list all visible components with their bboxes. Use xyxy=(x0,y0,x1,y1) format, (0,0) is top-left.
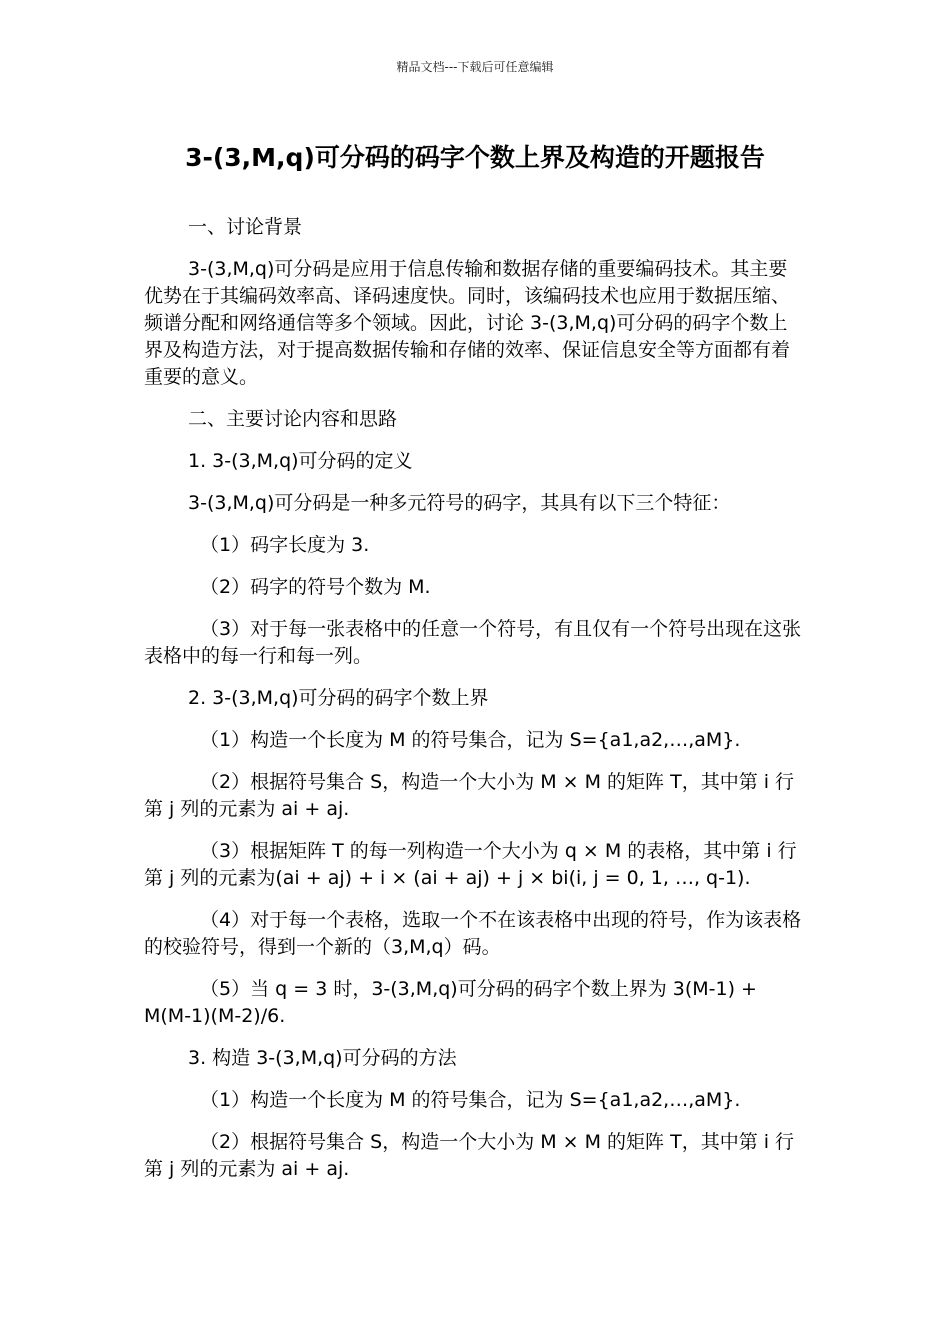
list-item: （3）对于每一张表格中的任意一个符号，有且仅有一个符号出现在这张表格中的每一行和每一列。 xyxy=(144,618,802,667)
list-item: （1）构造一个长度为 M 的符号集合，记为 S={a1,a2,…,aM}. xyxy=(200,1089,741,1111)
page-header: 精品文档---下载后可任意编辑 xyxy=(396,60,554,74)
document-title: 3-(3,M,q)可分码的码字个数上界及构造的开题报告 xyxy=(185,143,765,172)
list-item: （2）根据符号集合 S，构造一个大小为 M × M 的矩阵 T，其中第 i 行第 j 列的元素为 ai + aj. xyxy=(144,771,795,820)
list-item: （1）构造一个长度为 M 的符号集合，记为 S={a1,a2,…,aM}. xyxy=(200,729,741,751)
list-item: （4）对于每一个表格，选取一个不在该表格中出现的符号，作为该表格的校验符号，得到一个新的（3,M,q）码。 xyxy=(144,909,802,958)
list-item: （2）根据符号集合 S，构造一个大小为 M × M 的矩阵 T，其中第 i 行第 j 列的元素为 ai + aj. xyxy=(144,1131,795,1180)
paragraph-definition: 3-(3,M,q)可分码是一种多元符号的码字，其具有以下三个特征： xyxy=(188,492,731,514)
list-item: （2）码字的符号个数为 M. xyxy=(200,576,431,598)
paragraph-background: 3-(3,M,q)可分码是应用于信息传输和数据存储的重要编码技术。其主要优势在于其编码效率高、译码速度快。同时，该编码技术也应用于数据压缩、频谱分配和网络通信等多个领域。因此，讨论 3-(3,M,q)可分码的码字个数上界及构造方法，对于提高数据传输和存储的效率、保证信息安全等方面都有着重要的意义。 xyxy=(144,258,791,388)
section-heading-content: 二、主要讨论内容和思路 xyxy=(188,408,398,430)
document-body xyxy=(144,214,806,1198)
list-item: （3）根据矩阵 T 的每一列构造一个大小为 q × M 的表格，其中第 i 行第 j 列的元素为(ai + aj) + i × (ai + aj) + j × bi(i, j = 0, 1, …, q-1). xyxy=(144,840,797,889)
list-item: （1）码字长度为 3. xyxy=(200,534,370,556)
subheading-construction: 3. 构造 3-(3,M,q)可分码的方法 xyxy=(188,1047,457,1069)
subheading-definition: 1. 3-(3,M,q)可分码的定义 xyxy=(188,450,413,472)
list-item: （5）当 q = 3 时，3-(3,M,q)可分码的码字个数上界为 3(M-1) + M(M-1)(M-2)/6. xyxy=(144,978,757,1027)
section-heading-background: 一、讨论背景 xyxy=(188,216,303,238)
subheading-upper-bound: 2. 3-(3,M,q)可分码的码字个数上界 xyxy=(188,687,489,709)
